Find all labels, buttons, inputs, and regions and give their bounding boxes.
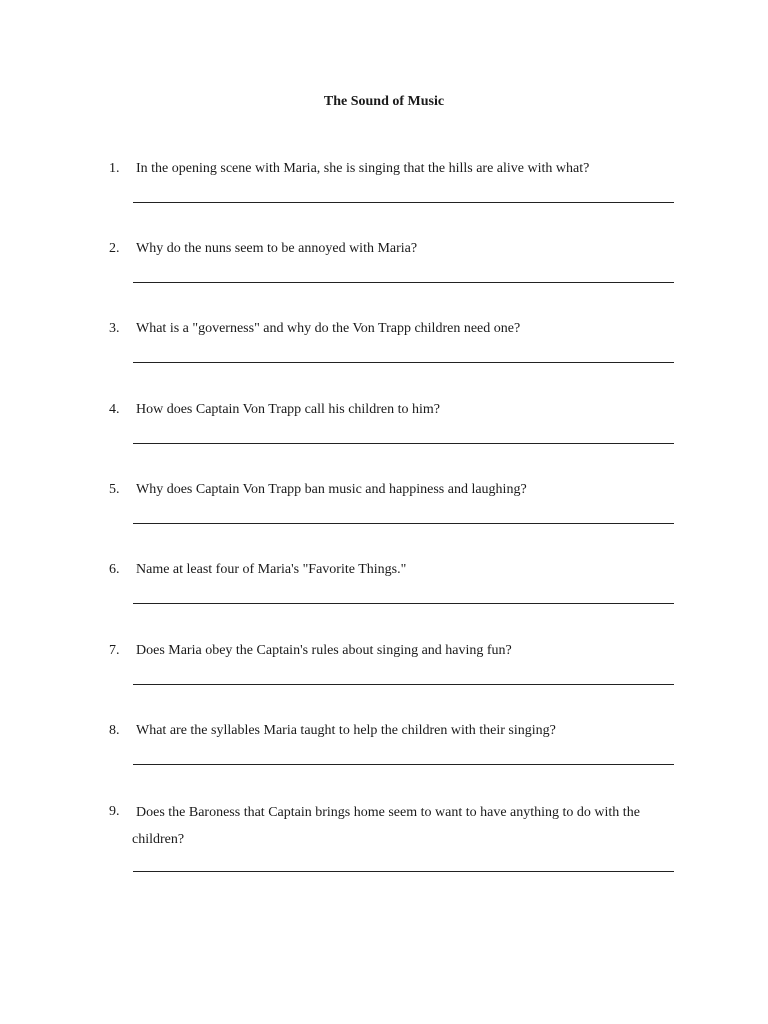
question-text-continuation: children? xyxy=(132,832,185,847)
question-number: 1. xyxy=(109,161,120,176)
answer-line-7[interactable] xyxy=(133,684,674,685)
question-text: What is a "governess" and why do the Von Trapp children need one? xyxy=(136,321,521,336)
question-number: 7. xyxy=(109,643,120,658)
question-text-line: Does the Baroness that Captain brings home seem to want to have anything to do with the xyxy=(136,805,640,820)
answer-line-2[interactable] xyxy=(133,282,674,283)
question-text: Does Maria obey the Captain's rules about singing and having fun? xyxy=(136,643,512,658)
answer-line-6[interactable] xyxy=(133,603,674,604)
question-number: 6. xyxy=(109,562,120,577)
page-title: The Sound of Music xyxy=(323,94,445,109)
question-number: 9. xyxy=(109,804,120,819)
question-number: 3. xyxy=(109,321,120,336)
question-number: 4. xyxy=(109,402,120,417)
question-number: 5. xyxy=(109,482,120,497)
answer-line-4[interactable] xyxy=(133,443,674,444)
answer-line-9[interactable] xyxy=(133,871,674,872)
answer-line-1[interactable] xyxy=(133,202,674,203)
question-text xyxy=(132,799,681,853)
answer-line-8[interactable] xyxy=(133,764,674,765)
question-text: Why does Captain Von Trapp ban music and happiness and laughing? xyxy=(136,482,527,497)
answer-line-3[interactable] xyxy=(133,362,674,363)
question-number: 2. xyxy=(109,241,120,256)
question-number: 8. xyxy=(109,723,120,738)
answer-line-5[interactable] xyxy=(133,523,674,524)
question-text: Name at least four of Maria's "Favorite Things." xyxy=(136,562,407,577)
question-text: In the opening scene with Maria, she is singing that the hills are alive with what? xyxy=(136,161,590,176)
question-text: How does Captain Von Trapp call his children to him? xyxy=(136,402,440,417)
question-text: What are the syllables Maria taught to help the children with their singing? xyxy=(136,723,556,738)
question-text: Why do the nuns seem to be annoyed with Maria? xyxy=(136,241,418,256)
